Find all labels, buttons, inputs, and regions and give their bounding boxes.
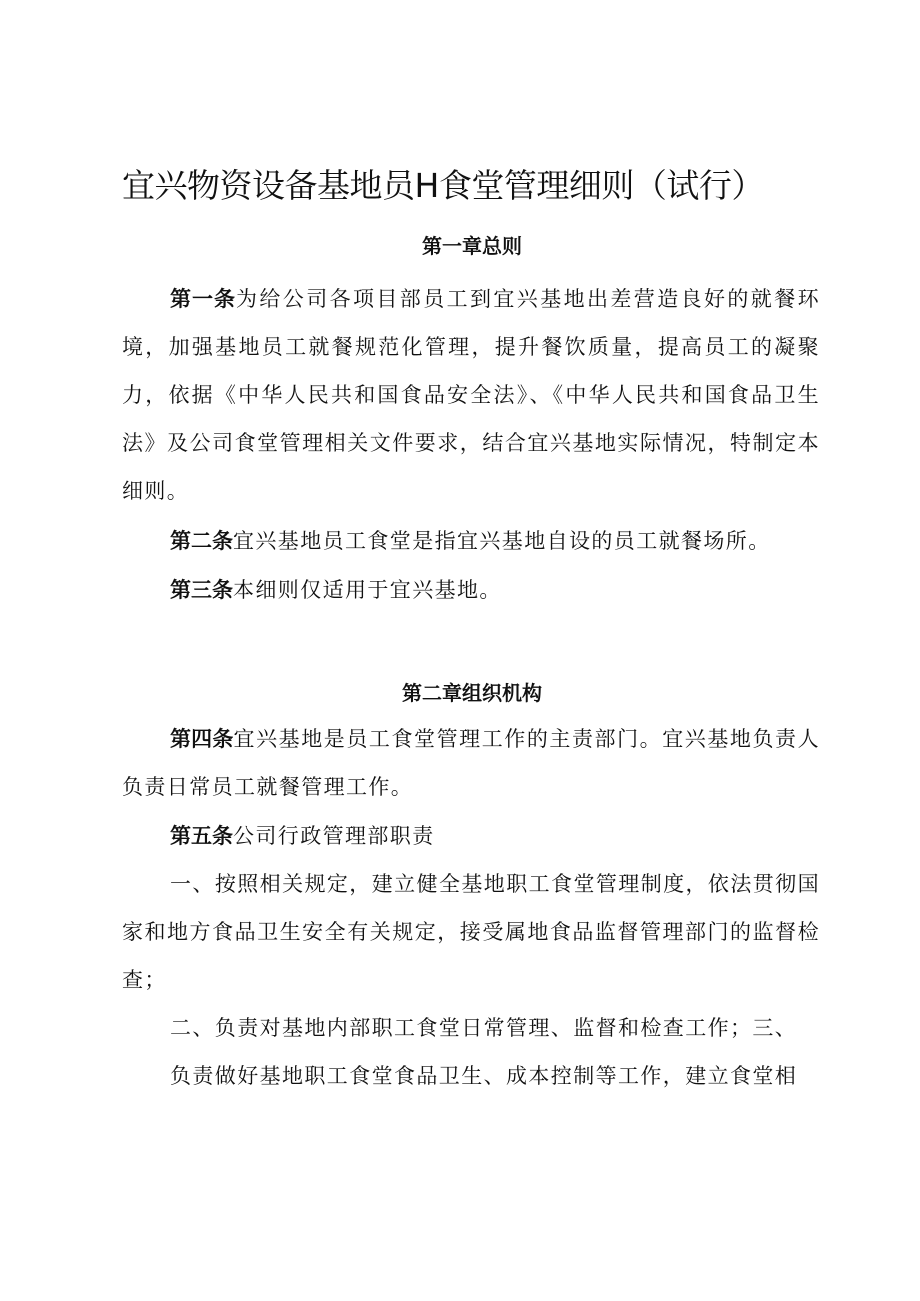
article-5-label: 第五条 — [170, 824, 233, 848]
article-5-clause-2: 二、负责对基地内部职工食堂日常管理、监督和检查工作；三、 — [170, 1016, 798, 1040]
article-5-text: 公司行政管理部职责 — [233, 824, 435, 848]
article-3-label: 第三条 — [170, 578, 233, 602]
article-5-clause-3: 负责做好基地职工食堂食品卫生、成本控制等工作，建立食堂相 — [170, 1064, 798, 1088]
article-2-label: 第二条 — [170, 529, 233, 553]
article-2-text: 宜兴基地员工食堂是指宜兴基地自设的员工就餐场所。 — [233, 529, 771, 553]
article-5 — [122, 812, 820, 860]
article-2 — [122, 517, 820, 565]
document-title: 宜兴物资设备基地员H食堂管理细则（试行） — [122, 166, 764, 205]
article-3 — [122, 566, 820, 614]
chapter-1-heading: 第一章总则 — [422, 234, 522, 258]
article-3-text: 本细则仅适用于宜兴基地。 — [233, 578, 502, 602]
article-1 — [122, 275, 820, 515]
article-1-text: 为给公司各项目部员工到宜兴基地出差营造良好的就餐环境，加强基地员工就餐规范化管理，提升餐饮质量，提高员工的凝聚力，依据《中华人民共和国食品安全法》、《中华人民共和国食品卫生法》及公司食堂管理相关文件要求，结合宜兴基地实际情况，特制定本细则。 — [122, 287, 820, 503]
article-5-clause-1: 一、按照相关规定，建立健全基地职工食堂管理制度，依法贯彻国家和地方食品卫生安全有关规定，接受属地食品监督管理部门的监督检查； — [122, 872, 820, 992]
article-4-text: 宜兴基地是员工食堂管理工作的主责部门。宜兴基地负责人负责日常员工就餐管理工作。 — [122, 727, 820, 799]
chapter-2-heading: 第二章组织机构 — [402, 681, 542, 705]
article-4-label: 第四条 — [170, 727, 234, 751]
article-4 — [122, 715, 820, 811]
article-1-label: 第一条 — [170, 287, 236, 311]
